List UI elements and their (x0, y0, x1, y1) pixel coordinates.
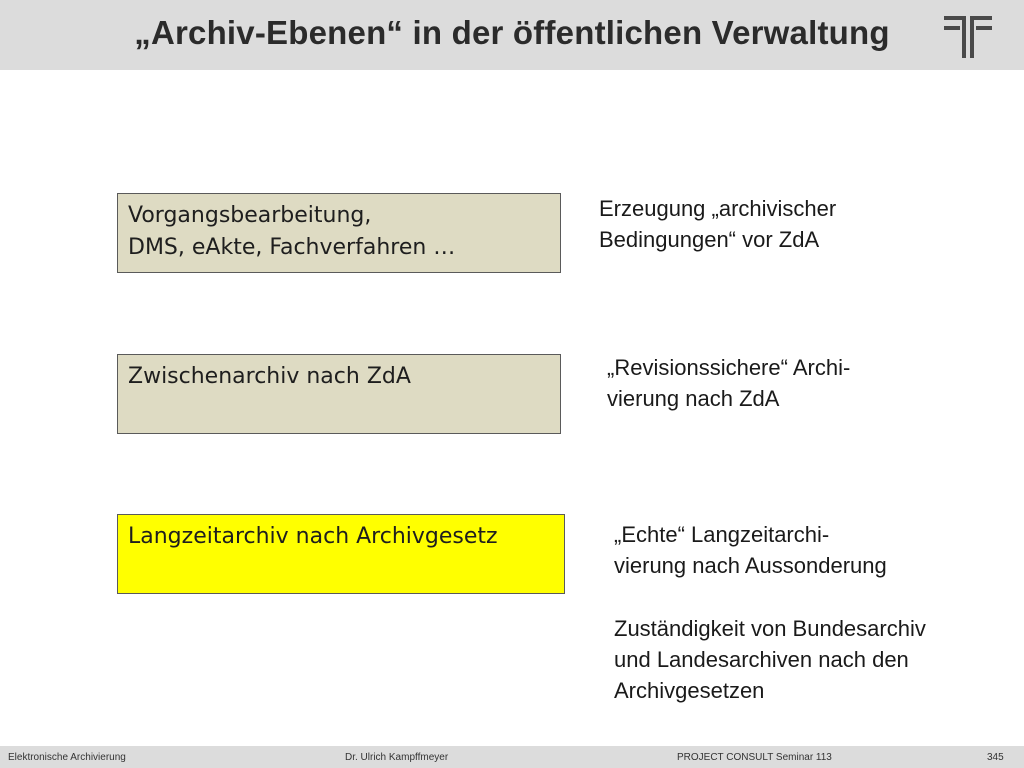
box-line: Zwischenarchiv nach ZdA (128, 364, 411, 389)
slide-header (0, 0, 1024, 70)
note-audit-proof-archiving: „Revisionssichere“ Archi- vierung nach ZdA (607, 355, 851, 411)
slide-title: „Archiv-Ebenen“ in der öffentlichen Verwaltung (134, 14, 890, 51)
footer-topic: Elektronische Archivierung (8, 752, 126, 763)
box-line: Vorgangsbearbeitung, (128, 203, 372, 228)
footer-page-number: 345 (987, 752, 1004, 763)
slide-footer (0, 746, 1024, 768)
footer-seminar: PROJECT CONSULT Seminar 113 (677, 752, 832, 763)
note-real-longterm-archiving: „Echte“ Langzeitarchi- vierung nach Aussonderung (614, 522, 887, 578)
archive-level-box-processing (117, 193, 561, 273)
note-archival-conditions: Erzeugung „archivischer Bedingungen“ vor ZdA (599, 196, 837, 252)
box-line: Langzeitarchiv nach Archivgesetz (128, 524, 498, 549)
box-line: DMS, eAkte, Fachverfahren … (128, 235, 456, 260)
footer-author: Dr. Ulrich Kampffmeyer (345, 752, 449, 763)
note-responsibility: Zuständigkeit von Bundesarchiv und Landesarchiven nach den Archivgesetzen (614, 616, 926, 703)
project-consult-logo-icon (942, 14, 994, 58)
archive-level-box-longterm (117, 514, 565, 594)
archive-level-box-intermediate (117, 354, 561, 434)
